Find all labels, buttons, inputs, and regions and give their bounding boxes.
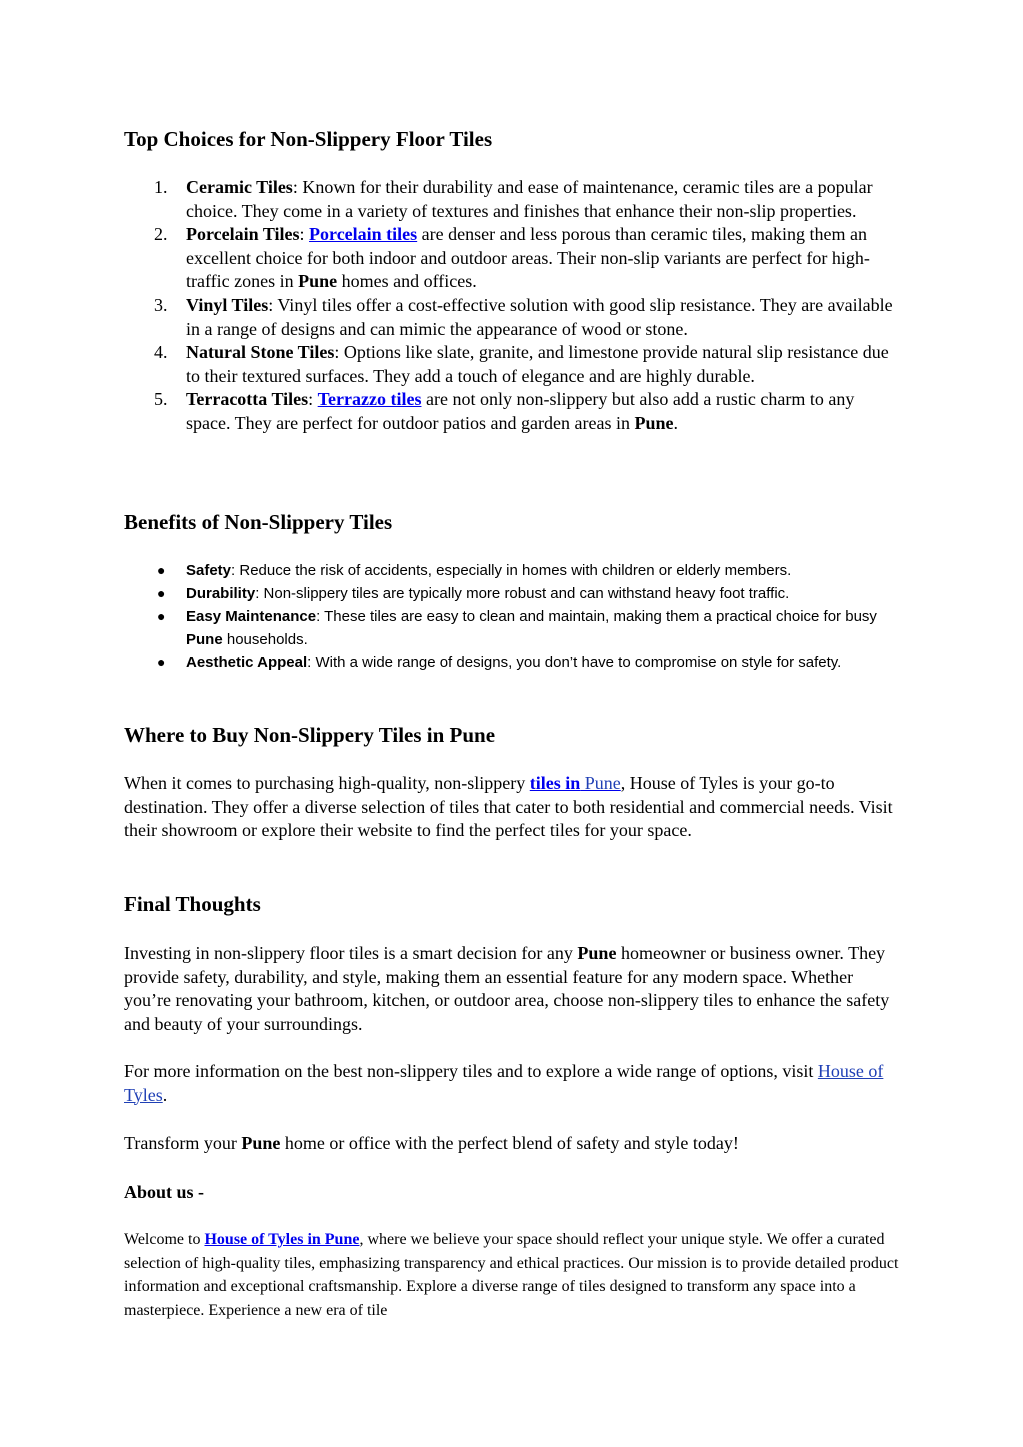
about-paragraph: Welcome to House of Tyles in Pune, where we believe your space should reflect your unique style. We offer a curated selection of high-quality tiles, emphasizing transparency and ethical practices. Our mission is to provide detailed product information and exceptional craftsmanship. Explore a diverse range of tiles designed to transform any space into a masterpiece. Experience a new era of tile [124,1231,899,1319]
item-text: are not only non-slippery but also add a rustic charm to any space. They are perfect for outdoor patios and garden areas in [186,389,855,433]
list-number: 2. [154,224,168,245]
porcelain-tiles-link[interactable]: Porcelain tiles [309,224,418,245]
final-thoughts-paragraph-1: Investing in non-slippery floor tiles is a smart decision for any Pune homeowner or business owner. They provide safety, durability, and style, making them an essential feature for any modern space. Whether you’re renovating your bathroom, kitchen, or outdoor area, choose non-slippery tiles to enhance the safety and beauty of your surroundings. [124,943,890,1034]
list-item: ● Easy Maintenance: These tiles are easy to clean and maintain, making them a practical choice for busy Pune households. [124,605,900,651]
list-number: 1. [154,177,168,197]
item-term: Easy Maintenance [186,608,317,625]
item-text: are denser and less porous than ceramic tiles, making them an excellent choice for both indoor and outdoor areas. Their non-slip variants are perfect for high-traffic zones in [186,224,870,292]
item-term: Ceramic Tiles [186,177,293,197]
section-heading-benefits: Benefits of Non-Slippery Tiles [124,510,393,534]
benefits-list [124,559,900,674]
item-term: Vinyl Tiles [186,294,269,315]
house-of-tyles-in-pune-link[interactable]: House of Tyles in Pune [204,1231,360,1248]
item-term: Aesthetic Appeal [186,654,308,671]
bullet-icon: ● [157,608,166,624]
list-item: 5. Terracotta Tiles: Terrazzo tiles are not only non-slippery but also add a rustic charm to any space. They are perfect for outdoor patios and garden areas in Pune. [154,389,855,433]
item-term: Terracotta Tiles [186,389,309,410]
tiles-in-pune-link[interactable]: tiles in Pune [529,773,621,793]
about-heading: About us - [124,1182,205,1202]
item-term: Durability [186,585,256,602]
item-text: Vinyl tiles offer a cost-effective solution with good slip resistance. They are available in a range of designs and can mimic the appearance of wood or stone. [186,294,893,339]
house-of-tyles-link[interactable]: House of Tyles [124,1061,884,1105]
list-item: 1. Ceramic Tiles: Known for their durability and ease of maintenance, ceramic tiles are a popular choice. They come in a variety of textures and finishes that enhance their non-slip properties. [154,177,873,221]
list-number: 3. [154,294,168,315]
where-to-buy-paragraph: When it comes to purchasing high-quality, non-slippery tiles in Pune, House of Tyles is your go-to destination. They offer a diverse selection of tiles that cater to both residential and commercial needs. Visit their showroom or explore their website to find the perfect tiles for your space. [124,773,893,841]
list-item: ● Durability: Non-slippery tiles are typically more robust and can withstand heavy foot traffic. [124,582,900,605]
bullet-icon: ● [157,562,166,578]
list-item: 4. Natural Stone Tiles: Options like slate, granite, and limestone provide natural slip resistance due to their textured surfaces. They add a touch of elegance and are highly durable. [154,342,889,386]
top-choices-list [124,176,900,436]
bullet-icon: ● [157,654,166,670]
item-term: Natural Stone Tiles [186,342,335,363]
terrazzo-tiles-link[interactable]: Terrazzo tiles [317,389,422,410]
section-heading-top-choices: Top Choices for Non-Slippery Floor Tiles [124,127,493,151]
list-item: ● Safety: Reduce the risk of accidents, especially in homes with children or elderly members. [124,559,900,582]
bullet-icon: ● [157,585,166,601]
section-heading-where-to-buy: Where to Buy Non-Slippery Tiles in Pune [124,723,496,747]
item-term: Porcelain Tiles [186,224,300,245]
list-item: 2. Porcelain Tiles: Porcelain tiles are denser and less porous than ceramic tiles, making them an excellent choice for both indoor and outdoor areas. Their non-slip variants are perfect for high-traffic zones in Pune homes and offices. [154,224,870,292]
list-number: 4. [154,342,168,363]
list-item: 3. Vinyl Tiles: Vinyl tiles offer a cost-effective solution with good slip resistance. They are available in a range of designs and can mimic the appearance of wood or stone. [154,294,893,339]
item-text: Options like slate, granite, and limestone provide natural slip resistance due to their textured surfaces. They add a touch of elegance and are highly durable. [186,342,889,386]
item-text: Known for their durability and ease of maintenance, ceramic tiles are a popular choice. They come in a variety of textures and finishes that enhance their non-slip properties. [186,177,873,221]
section-heading-final-thoughts: Final Thoughts [124,892,261,916]
list-number: 5. [154,389,168,410]
final-thoughts-paragraph-3: Transform your Pune home or office with the perfect blend of safety and style today! [124,1133,739,1153]
item-term: Safety [186,562,232,579]
final-thoughts-paragraph-2: For more information on the best non-slippery tiles and to explore a wide range of options, visit House of Tyles. [124,1061,884,1105]
list-item: ● Aesthetic Appeal: With a wide range of designs, you don’t have to compromise on style for safety. [124,651,900,674]
